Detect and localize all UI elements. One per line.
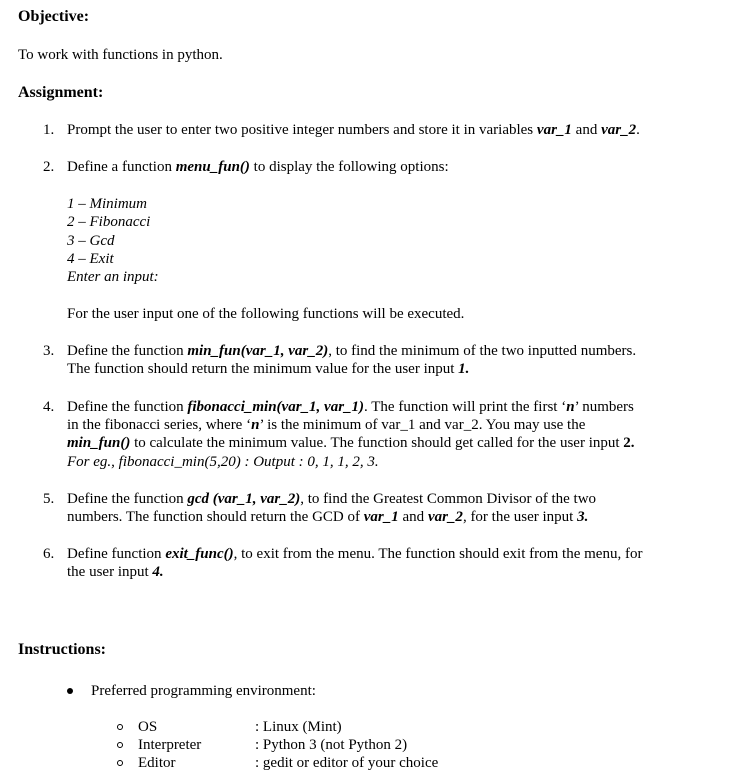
item-4-example: For eg., fibonacci_min(5,20) : Output : 0, 1, 1, 2, 3. [67, 454, 379, 470]
menu-option-minimum: 1 – Minimum [67, 196, 147, 212]
item-6-line-2: the user input 4. [67, 564, 164, 580]
item-4-line-1: Define the function fibonacci_min(var_1, var_1). The function will print the first ‘n’ numbers [67, 399, 634, 415]
item-4-line-3: min_fun() to calculate the minimum value. The function should get called for the user input 2. [67, 435, 635, 451]
item-5-line-1: Define the function gcd (var_1, var_2), to find the Greatest Common Divisor of the two [67, 491, 597, 507]
env-interpreter-label: Interpreter [138, 737, 202, 753]
item-3-line-2: The function should return the minimum value for the user input 1. [67, 361, 470, 377]
objective-text: To work with functions in python. [18, 47, 223, 63]
circle-bullet-icon [117, 760, 123, 766]
env-interpreter-value: : Python 3 (not Python 2) [255, 737, 408, 753]
menu-option-gcd: 3 – Gcd [67, 233, 115, 249]
environment-bullet-text: Preferred programming environment: [91, 683, 316, 699]
menu-option-exit: 4 – Exit [67, 251, 114, 267]
env-os-value: : Linux (Mint) [255, 719, 342, 735]
env-os-label: OS [138, 719, 158, 735]
menu-prompt: Enter an input: [67, 269, 159, 285]
circle-bullet-icon [117, 742, 123, 748]
assignment-heading: Assignment: [18, 84, 104, 101]
item-4-line-2: in the fibonacci series, where ‘n’ is the minimum of var_1 and var_2. You may use the [67, 417, 586, 433]
item-2-after-text: For the user input one of the following functions will be executed. [67, 306, 465, 322]
instructions-heading: Instructions: [18, 641, 107, 658]
env-editor-label: Editor [138, 755, 176, 771]
menu-option-fibonacci: 2 – Fibonacci [67, 214, 151, 230]
item-6-line-1: Define function exit_func(), to exit from the menu. The function should exit from the menu, for [67, 546, 643, 562]
item-1-number: 1. [43, 122, 55, 138]
circle-bullet-icon [117, 724, 123, 730]
item-5-line-2: numbers. The function should return the GCD of var_1 and var_2, for the user input 3. [67, 509, 589, 525]
item-1-text: Prompt the user to enter two positive integer numbers and store it in variables var_1 and var_2. [67, 122, 640, 138]
item-3-number: 3. [43, 343, 55, 359]
item-5-number: 5. [43, 491, 55, 507]
objective-heading: Objective: [18, 8, 90, 25]
bullet-icon [67, 688, 73, 694]
item-6-number: 6. [43, 546, 55, 562]
item-4-number: 4. [43, 399, 55, 415]
item-2-text: Define a function menu_fun() to display the following options: [67, 159, 449, 175]
item-3-line-1: Define the function min_fun(var_1, var_2), to find the minimum of the two inputted numbers. [67, 343, 637, 359]
env-editor-value: : gedit or editor of your choice [255, 755, 439, 771]
item-2-number: 2. [43, 159, 55, 175]
